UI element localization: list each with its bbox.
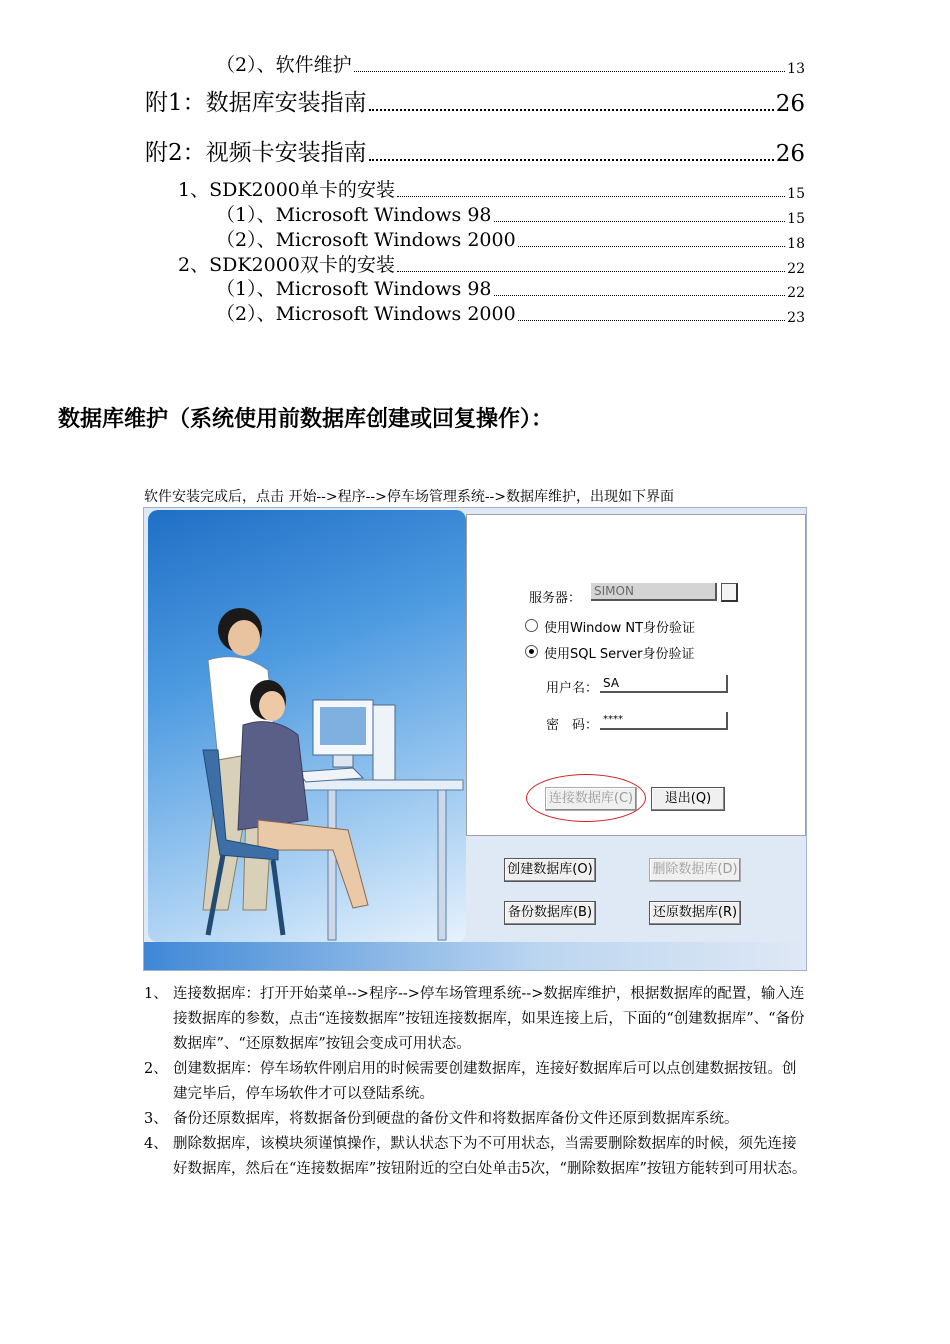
create-database-button[interactable]: 创建数据库(O) (504, 858, 596, 882)
toc-leader (518, 245, 785, 247)
toc-page-number: 13 (787, 61, 805, 77)
toc-entry-text: （2）、Microsoft Windows 2000 (216, 229, 516, 251)
server-label: 服务器： (529, 591, 582, 606)
list-item (144, 1057, 810, 1107)
highlight-ellipse (526, 774, 646, 822)
toc-leader (397, 270, 785, 272)
toc-page-number: 26 (775, 141, 805, 167)
toc-entry[interactable] (216, 200, 805, 227)
toc-entry[interactable] (178, 175, 805, 202)
server-browse-checkbox[interactable] (721, 583, 738, 602)
toc-entry-text: （2）、Microsoft Windows 2000 (216, 303, 516, 325)
list-item-text: 删除数据库，该模块须谨慎操作，默认状态下为不可用状态，当需要删除数据库的时候，须先连接好数据库，然后在“连接数据库”按钮附近的空白处单击5次，“删除数据库”按钮方能转到可用状态。 (173, 1136, 807, 1177)
connect-database-button[interactable]: 连接数据库(C) (545, 787, 637, 811)
password-label: 密 码： (546, 718, 599, 733)
list-item-number: 2、 (144, 1061, 168, 1077)
toc-entry-text: 附2：视频卡安装指南 (145, 140, 367, 166)
office-people-illustration (148, 510, 466, 942)
restore-database-button[interactable]: 还原数据库(R) (649, 901, 741, 925)
toc-entry[interactable] (216, 225, 805, 252)
toc-leader (397, 195, 785, 197)
list-item-text: 连接数据库：打开开始菜单-->程序-->停车场管理系统-->数据库维护，根据数据库的配置，输入连接数据库的参数，点击“连接数据库”按钮连接数据库，如果连接上后，下面的“创建数据库”、“备份数据库”、“还原数据库”按钮会变成可用状态。 (173, 986, 805, 1052)
toc-leader (494, 220, 786, 222)
delete-database-button[interactable]: 删除数据库(D) (649, 858, 741, 882)
toc-leader (518, 319, 785, 321)
list-item (144, 1132, 810, 1182)
list-item-text: 备份还原数据库，将数据备份到硬盘的备份文件和将数据库备份文件还原到数据库系统。 (173, 1111, 739, 1127)
username-label: 用户名： (546, 681, 599, 696)
toc-page-number: 26 (775, 91, 805, 117)
illustration-office-people (148, 510, 466, 942)
toc-page-number: 23 (787, 310, 805, 326)
decorative-strip (144, 942, 806, 970)
list-item-text: 创建数据库：停车场软件刚启用的时候需要创建数据库，连接好数据库后可以点创建数据按钮。创建完毕后，停车场软件才可以登陆系统。 (173, 1061, 797, 1102)
toc-entry-text: 2、SDK2000双卡的安装 (178, 254, 395, 276)
toc-page-number: 22 (787, 261, 805, 277)
toc-page-number: 22 (787, 285, 805, 301)
radio-sql-auth-label: 使用SQL Server身份验证 (544, 647, 695, 662)
toc-leader (354, 70, 786, 72)
toc-page-number: 18 (787, 236, 805, 252)
toc-entry-text: 1、SDK2000单卡的安装 (178, 179, 395, 201)
exit-button[interactable]: 退出(Q) (651, 787, 725, 811)
intro-paragraph: 软件安装完成后，点击 开始-->程序-->停车场管理系统-->数据库维护，出现如下界面 (144, 489, 675, 505)
toc-entry[interactable] (178, 250, 805, 277)
list-item (144, 982, 810, 1057)
toc-entry[interactable] (145, 84, 805, 117)
toc-page-number: 15 (787, 186, 805, 202)
toc-entry-text: 附1：数据库安装指南 (145, 90, 367, 116)
steps-list (144, 982, 810, 1182)
toc-page-number: 15 (787, 211, 805, 227)
password-input[interactable]: **** (600, 712, 728, 730)
backup-database-button[interactable]: 备份数据库(B) (504, 901, 596, 925)
radio-nt-auth-label: 使用Window NT身份验证 (544, 621, 696, 636)
toc-entry[interactable] (216, 50, 805, 77)
toc-leader (369, 158, 774, 161)
toc-entry-text: （2）、软件维护 (216, 54, 352, 76)
server-input[interactable]: SIMON (591, 583, 717, 601)
toc-entry[interactable] (145, 134, 805, 167)
radio-sql-auth[interactable] (525, 645, 538, 658)
list-item-number: 4、 (144, 1136, 168, 1152)
radio-nt-auth[interactable] (525, 619, 538, 632)
list-item-number: 3、 (144, 1111, 168, 1127)
toc-entry[interactable] (216, 299, 805, 326)
toc-leader (494, 294, 786, 296)
list-item-number: 1、 (144, 986, 168, 1002)
database-maintenance-screenshot (143, 507, 807, 971)
toc-leader (369, 108, 774, 111)
list-item (144, 1107, 810, 1132)
toc-entry-text: （1）、Microsoft Windows 98 (216, 204, 492, 226)
toc-entry-text: （1）、Microsoft Windows 98 (216, 278, 492, 300)
toc-entry[interactable] (216, 274, 805, 301)
username-input[interactable]: SA (600, 675, 728, 693)
section-heading: 数据库维护（系统使用前数据库创建或回复操作）： (58, 407, 554, 432)
